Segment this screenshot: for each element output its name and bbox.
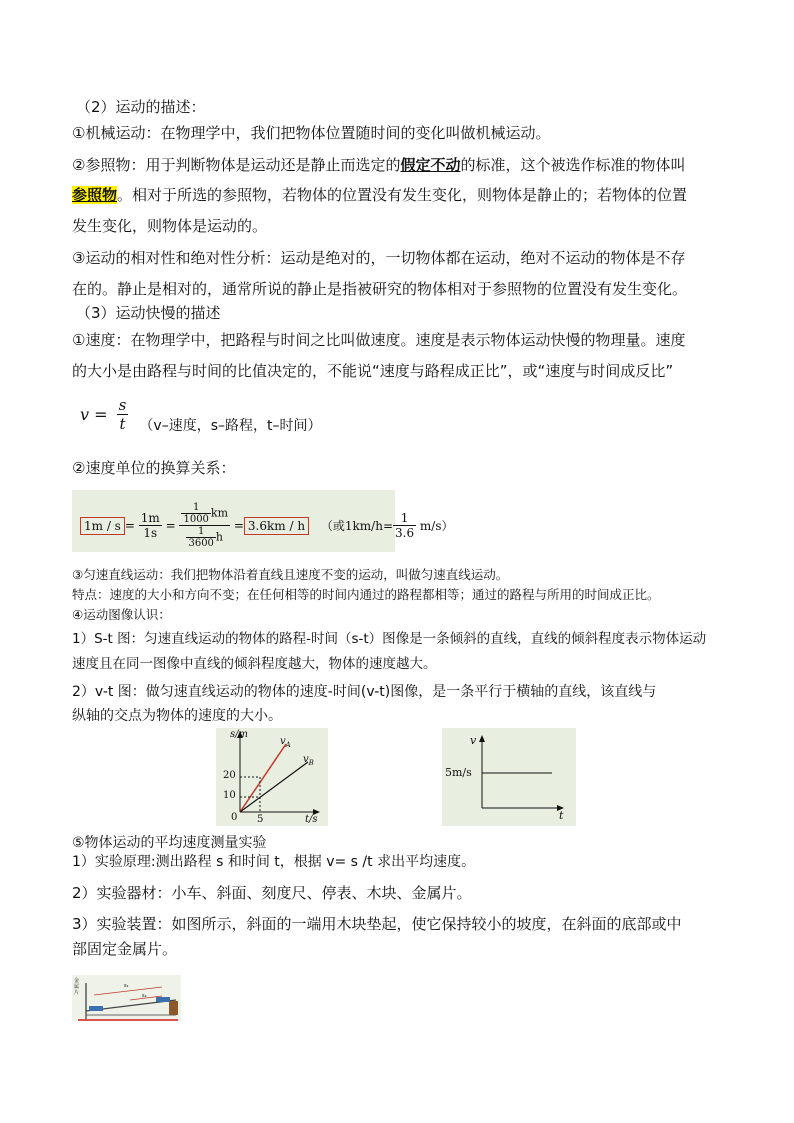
experiment-title: ⑤物体运动的平均速度测量实验	[72, 835, 267, 851]
cart-top	[156, 997, 170, 1002]
va-sub: A	[285, 741, 291, 749]
relativity-line-2: 在的。静止是相对的，通常所说的静止是指被研究的物体相对于参照物的位置没有发生变化。	[72, 280, 688, 298]
compound-denominator	[179, 526, 230, 549]
bottom-strip	[78, 1019, 178, 1021]
ref-emphasis-fixed: 假定不动	[400, 156, 461, 174]
vb-sub: B	[308, 759, 314, 767]
wood-block	[169, 1001, 178, 1015]
formula-note: （v–速度，s–路程，t–时间）	[139, 417, 322, 434]
incline-svg	[72, 975, 181, 1021]
experiment-setup-line-1: 3）实验装置：如图所示，斜面的一端用木块垫起，使它保持较小的坡度，在斜面的底部或中	[72, 915, 682, 933]
frac-1m-1s	[139, 511, 162, 540]
relativity-line-1: ③运动的相对性和绝对性分析：运动是绝对的，一切物体都在运动，绝对不运动的物体是不存	[72, 249, 686, 267]
st-x-label: t/s	[305, 814, 318, 825]
tick-10: 10	[223, 790, 236, 801]
vt-value-label: 5m/s	[445, 766, 472, 779]
va-v: v	[280, 736, 286, 747]
speed-formula	[80, 396, 322, 433]
s2-label: s₂	[142, 993, 147, 999]
paren-text-b: m/s）	[416, 519, 454, 533]
paren-num: 1	[393, 511, 416, 526]
boxed-36kmh: 3.6km / h	[244, 517, 309, 535]
paren-fraction	[393, 511, 416, 540]
reference-object-line-2	[72, 185, 687, 205]
speed-def-line-2: 的大小是由路程与时间的比值决定的，不能说“速度与路程成正比”，或“速度与时间成反比”	[72, 362, 674, 380]
vt-graph-line-2: 纵轴的交点为物体的速度的大小。	[72, 708, 282, 724]
reference-object-line-3: 发生变化，则物体是运动的。	[72, 217, 268, 235]
line-va	[240, 744, 286, 812]
unit-conversion-title: ②速度单位的换算关系：	[72, 459, 236, 477]
section-2-title: （2）运动的描述：	[76, 98, 206, 116]
paren-text-a: （或1km/h=	[320, 519, 394, 533]
vt-graph-line-1: 2）v-t 图：做匀速直线运动的物体的速度-时间(v-t)图像，是一条平行于横轴的直线，该直线与	[72, 684, 657, 700]
uniform-features-text: 特点：速度的大小和方向不变；在任何相等的时间内通过的路程都相等；通过的路程与所用的时间成正比。	[72, 587, 660, 602]
va-label	[280, 736, 291, 749]
compound-fraction	[179, 502, 230, 549]
h-num: 1	[186, 526, 215, 538]
vt-y-arrow	[479, 735, 485, 742]
st-graph	[216, 728, 328, 826]
tick-20: 20	[223, 770, 236, 781]
line-vb	[240, 762, 308, 812]
unit-conversion-equation: 1m / s = $\frac{1m}{1s}$ = $\frac{1}{1000}$ km $\frac{1}{3600}$ h = 3.6km / h （或1km/h= $\frac{1}{3.6}$ m/s）	[80, 502, 454, 549]
paren-den: 3.6	[395, 526, 415, 540]
experiment-equipment: 2）实验器材：小车、斜面、刻度尺、停表、木块、金属片。	[72, 884, 472, 902]
st-y-label: s/m	[230, 729, 248, 740]
cart-bottom	[89, 1006, 103, 1011]
vt-y-label: v	[470, 734, 477, 747]
graph-section-title: ④运动图像认识：	[72, 607, 171, 622]
speed-def-line-1: ①速度：在物理学中，把路程与时间之比叫做速度。速度是表示物体运动快慢的物理量。速度	[72, 331, 686, 349]
incline-setup-figure	[72, 975, 181, 1021]
ref-text-a: ②参照物：用于判断物体是运动还是静止而选定的	[72, 156, 401, 174]
km-unit: km	[210, 506, 229, 520]
h-den: 3600	[188, 538, 214, 549]
st-graph-line-2: 速度且在同一图像中直线的倾斜程度越大，物体的速度越大。	[72, 656, 437, 672]
formula-lhs: v =	[80, 405, 108, 424]
km-num: 1	[181, 502, 210, 514]
experiment-principle: 1）实验原理:测出路程 s 和时间 t，根据 v= s /t 求出平均速度。	[72, 854, 476, 870]
frac-num: 1m	[140, 511, 160, 525]
experiment-setup-line-2: 部固定金属片。	[72, 940, 178, 958]
metal-plate-label: 金属片	[74, 978, 80, 996]
frac-den: 1s	[143, 526, 158, 540]
ref-text-c: 的标准，这个被选作标准的物体叫	[460, 156, 686, 174]
formula-denominator: t	[119, 415, 126, 433]
formula-fraction	[117, 396, 129, 433]
section-3-title: （3）运动快慢的描述	[76, 304, 221, 322]
ref-text-e: 。相对于所选的参照物，若物体的位置没有发生变化，则物体是静止的；若物体的位置	[117, 186, 688, 204]
vt-graph	[442, 728, 576, 826]
km-den: 1000	[183, 514, 209, 525]
vt-x-label: t	[559, 809, 564, 822]
unit-conversion-panel	[72, 490, 454, 552]
formula-numerator: s	[118, 396, 127, 414]
ref-highlight-term: 参照物	[72, 186, 118, 204]
vb-label	[303, 754, 314, 767]
boxed-1ms: 1m / s	[80, 517, 125, 535]
tick-5: 5	[257, 814, 264, 825]
tick-0: 0	[231, 812, 238, 823]
s1-label: s₁	[124, 983, 129, 989]
mechanical-motion-text: ①机械运动：在物理学中，我们把物体位置随时间的变化叫做机械运动。	[72, 124, 551, 142]
uniform-motion-text: ③匀速直线运动：我们把物体沿着直线且速度不变的运动，叫做匀速直线运动。	[72, 567, 509, 582]
vb-v: v	[303, 754, 309, 765]
compound-numerator	[179, 502, 230, 526]
h-unit: h	[215, 530, 224, 544]
reference-object-line-1	[72, 155, 685, 175]
st-graph-line-1: 1）S-t 图：匀速直线运动的物体的路程-时间（s-t）图像是一条倾斜的直线，直线的倾斜程度表示物体运动	[72, 631, 707, 647]
